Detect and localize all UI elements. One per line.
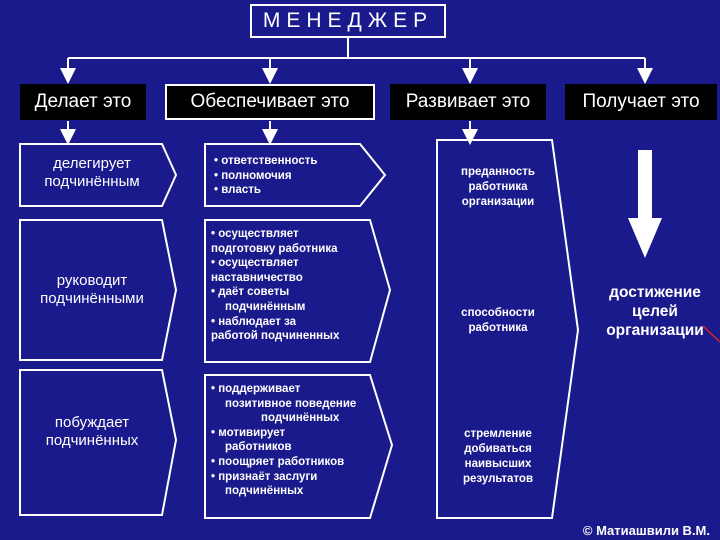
manager-title: МЕНЕДЖЕР [250,4,446,38]
copyright: © Матиашвили В.М. [582,523,710,538]
provides-item-2: • осуществляет подготовку работника • осуществляет наставничество • даёт советы подчинённым • наблюдает за работой подчиненных [211,228,340,343]
does-item-3: побуждает подчинённых [45,414,139,449]
big-down-arrow-icon [628,150,662,258]
does-item-2: руководит подчинёнными [40,272,144,307]
provides-item-1: • ответственность • полномочия • власть [214,155,318,197]
header-develops: Развивает это [390,84,546,120]
header-does: Делает это [20,84,146,120]
develops-item-3: стремление добиваться наивысших результатов [462,428,534,485]
header-gets: Получает это [565,84,717,120]
develops-item-2: способности работника [461,307,535,334]
header-provides: Обеспечивает это [165,84,375,120]
does-item-1: делегирует подчинённым [44,155,140,190]
develops-item-1: преданность работника организации [461,166,535,208]
gets-item: достижение целей организации [606,284,704,339]
provides-item-3: • поддерживает позитивное поведение подчинённых • мотивирует работников • поощряет работников • признаёт заслуги подчинённых [211,383,357,498]
